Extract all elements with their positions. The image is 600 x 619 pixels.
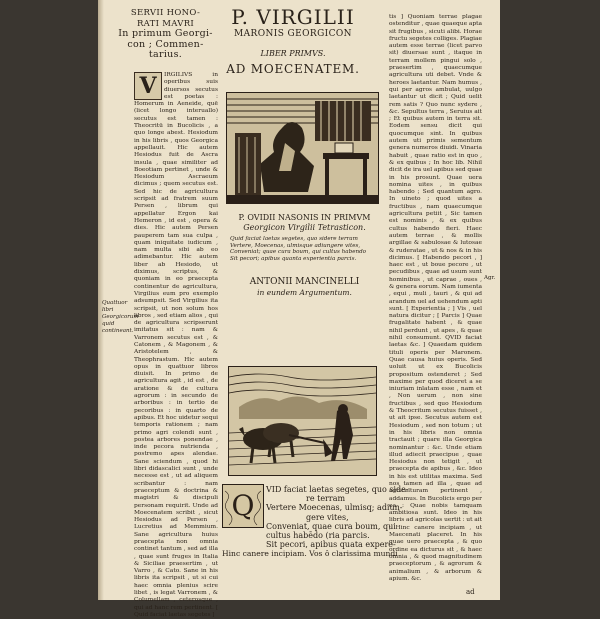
left-commentary-column [134, 72, 218, 619]
servius-header [118, 8, 213, 61]
ovid-verse-line: Quid faciat laetas segetes, quo sidere terram [230, 236, 358, 242]
main-drop-letter: Q [231, 489, 255, 522]
servius-header-line: tarius. [148, 49, 183, 60]
page-number: ad [466, 588, 475, 596]
verse-line: gere vites, [306, 512, 349, 522]
mancinelli-heading [222, 277, 387, 298]
servius-header-line: con ; Commen- [127, 38, 204, 50]
dedication: AD MOECENATEM. [226, 62, 360, 76]
left-margin-note: Quattuor libri Georgicorum quid contineant. [102, 300, 139, 334]
georgics-opening-verse [222, 485, 409, 559]
right-margin-note: Agr. [484, 275, 496, 281]
ploughing-woodcut [228, 366, 377, 476]
right-commentary-column [389, 14, 482, 583]
ovid-tetrastichon [230, 236, 390, 262]
page-title: P. VIRGILII [231, 5, 355, 29]
main-drop-letter-frame [222, 484, 264, 528]
book-label: LIBER PRIMVS. [260, 49, 326, 58]
right-commentary-text: tis ] Quoniam terrae plagae ostenditur , quae quaeque apta sit frugibus , sicuti alibi. Horae fructu segetes colliges. Plagiae autem esse terrae (licet parvo sit) diuersae sunt , itaque in terram mollem pingui solo , praesertim , quaecumque agricultura uti debet. Vnde & heroes laetantur. Nam humus , qui per agros ambulat, uulgo laetantur ut dicit ; Quid uelit rem satis ? Quo nunc sydere , &c. Sepultus terra , Seruius ait ; Et quibus autem in terra sit. Eodem sensu dicit qui quocumque sint. In quibus autem uti primis sementum genera numeros diuidi. Vinaria habuit , quae ratio est in quo , & ex quibus ; In hoc lib. Nihil dicit de ira uel apibus sed quae in his prosunt. Quae uera nomina uites , in quibus habendo ; Sed quantum agro. In uineto ; quod uites a fructibus , nam quaecumque agricultura petiit , Sic tamen est nominis , & ex quibus cultus habendo fieri. Haec autem terrae , & mollis argillae & sabulosae & lutosae & ruderatae , ut & nos & in his dicimus. [ Habendo pecori , ] haec est , ut boue pecore , ut pecudibus , quae ad usum sunt hominibus , ut caprae , oues , & genera eorum. Nam iumenta , equi , muli , tauri , & qui ad arandum uel ad uehendum apti sunt. [ Experientia ; ] Vis , uel natura dicitur ; [ Parcis ] Quae frugalitate habent , & quae nihil perdunt , ut apes , & quae nihil consumunt. QVID faciat laetas &c. ] Quaedam quidem tituli operis per Maronem. Quae causa huius operis. Sed uoluit ut ex Bucolicis propositum ostenderet ; Sed maxime per quod diceret a se iniuriam inlatam esse , nam et , Non uerum , non sine fructibus , sed quo Hesiodum & Theocritum secutus fuisset , ut ait ipse. Secutus autem est Hesiodum , sed non totum ; ut in his libris non omnia tractauit ; quare illa Georgica nominantur : &c. Unde etiam illud adiecit praecipue , quae Hesiodus non tetigit , ut praecepta de apibus , &c. Ideo in his est utilitas maxima. Sed nos tamen ad illa , quae ad agriculturam pertinent , addamus. In Bucolicis ergo per ea : Quae nobis tamquam ambitiosa sunt. Ideo in his libris ad agricolas uertit : ut ait ; Hinc canere incipiam , ut Maecenati placeret. In his quae uero praecepta , & quo ordine ea dicturus sit , & haec omnia , & quod magnitudinem praeceptorum , & agrorum & animalium , & arborum & apium. &c. [389, 14, 482, 582]
verse-line: Hinc canere incipiam. Vos ô clarissima mundi [222, 549, 398, 559]
ovid-heading-line: Georgicon Virgilii Tetrasticon. [243, 223, 366, 232]
scholar-at-desk-woodcut-icon [227, 93, 378, 203]
left-drop-letter: V [134, 72, 162, 100]
servius-header-line: SERVII HONO- [130, 8, 201, 18]
ploughing-oxen-woodcut-icon [229, 367, 376, 475]
verse-line: Conveniat, quae cura boum, qui [266, 521, 396, 531]
scholar-woodcut [226, 92, 379, 204]
ovid-verse-line: Sit pecori; apibus quanta experientia parcis. [230, 255, 357, 262]
verse-line: Sit pecori, apibus quata expere- [266, 540, 396, 550]
servius-header-line: In primum Georgi- [118, 28, 213, 39]
ovid-verse-line: Vertere, Moecenas, ulmisque adiungere vites, [230, 242, 361, 249]
verse-line: VID faciat laetas segetes, quo side- [266, 485, 409, 494]
ornamental-q-icon [223, 485, 263, 527]
ovid-heading-line: P. OVIDII NASONIS IN PRIMVM [238, 213, 371, 222]
verse-line: Vertere Moecenas, ulmisq; adiun- [266, 503, 403, 513]
page-subtitle: MARONIS GEORGICON [234, 29, 352, 39]
servius-header-line: RATI MAVRI [136, 18, 195, 29]
ovid-heading [222, 213, 387, 233]
verse-line: cultus habēdo (ria parcis. [266, 531, 370, 541]
left-commentary-text: IRGILIVS in operibus suis diuersos secutus est poetas : Homerum in Aeneide, quē (licet longo interuallo) secutus est tamen : Theocritū in Bucolicis , a quo longe abest. Hesiodum in his libris , quos Georgica appellauit. Hic autem Hesiodus fuit de Ascra insula , quae similiter ad Boeotiam pertinet , unde & Hesiodum Ascraeum dicimus ; quem secutus est. Sed hic de agricultura scripsit ad fratrem suum Persen , librum qui appellatur Ergon kai Hemeron , id est , opera & dies. Hic autem Persen pauperem tam sua culpa , quam iniquitate iudicum , nam multa sibi ab eo adimebantur. Hic autem liber ab Hesiodo, ut diximus, scriptus, & quoniam in eo praecepta continentur de agricultura, Virgilius eum pro exemplo adsumpsit. Sed Virgilius ita scripsit, ut non solum hos libros , sed etiam alios , qui de agricultura scripserunt imitatus sit : nam & Varronem secutus est , & Catonem , & Magonem , & Aristotelem , & Theophrastum. Hic autem opus in quattuor libros diuisit. In primo de agricultura agit , id est , de aratione & de cultura agrorum : in secundo de arboribus : in tertio de pecoribus : in quarto de apibus. Et hoc uidetur sequi temporis rationem ; nam primo agri colendi sunt , postea arbores ponendae , inde pecora nutrienda , postremo apes alendae. Sane sciendum , quod hi libri didascalici sunt , unde necesse est , ut ad aliquem scribantur : nam praeceptum & doctrina & magistri & discipuli personam requirit. Unde ad Moecenatem scribit , sicut Hesiodus ad Persen , Lucretius ad Memmium. Sane agricultura huius praecepta non omnia continet tantum , sed ad illa , quae sunt fruges in Italia & Siciliae praesertim , ut Varro , & Cato. Sane in his libris ita scripsit , ut si cui haec omnia plenius scire libet , is legat Varronem , & Columellam , ceterosque , qui ad hanc rem pertinent. [ Quid faciat laetas segetes ] [134, 72, 218, 618]
mancinelli-heading-line: in eundem Argumentum. [257, 287, 352, 297]
mancinelli-heading-line: ANTONII MANCINELLI [249, 277, 360, 287]
ovid-verse-line: Conveniat; quae cura boum, qui cultus habendo [230, 249, 367, 256]
book-page [98, 0, 500, 618]
verse-line: re terram [306, 494, 346, 504]
